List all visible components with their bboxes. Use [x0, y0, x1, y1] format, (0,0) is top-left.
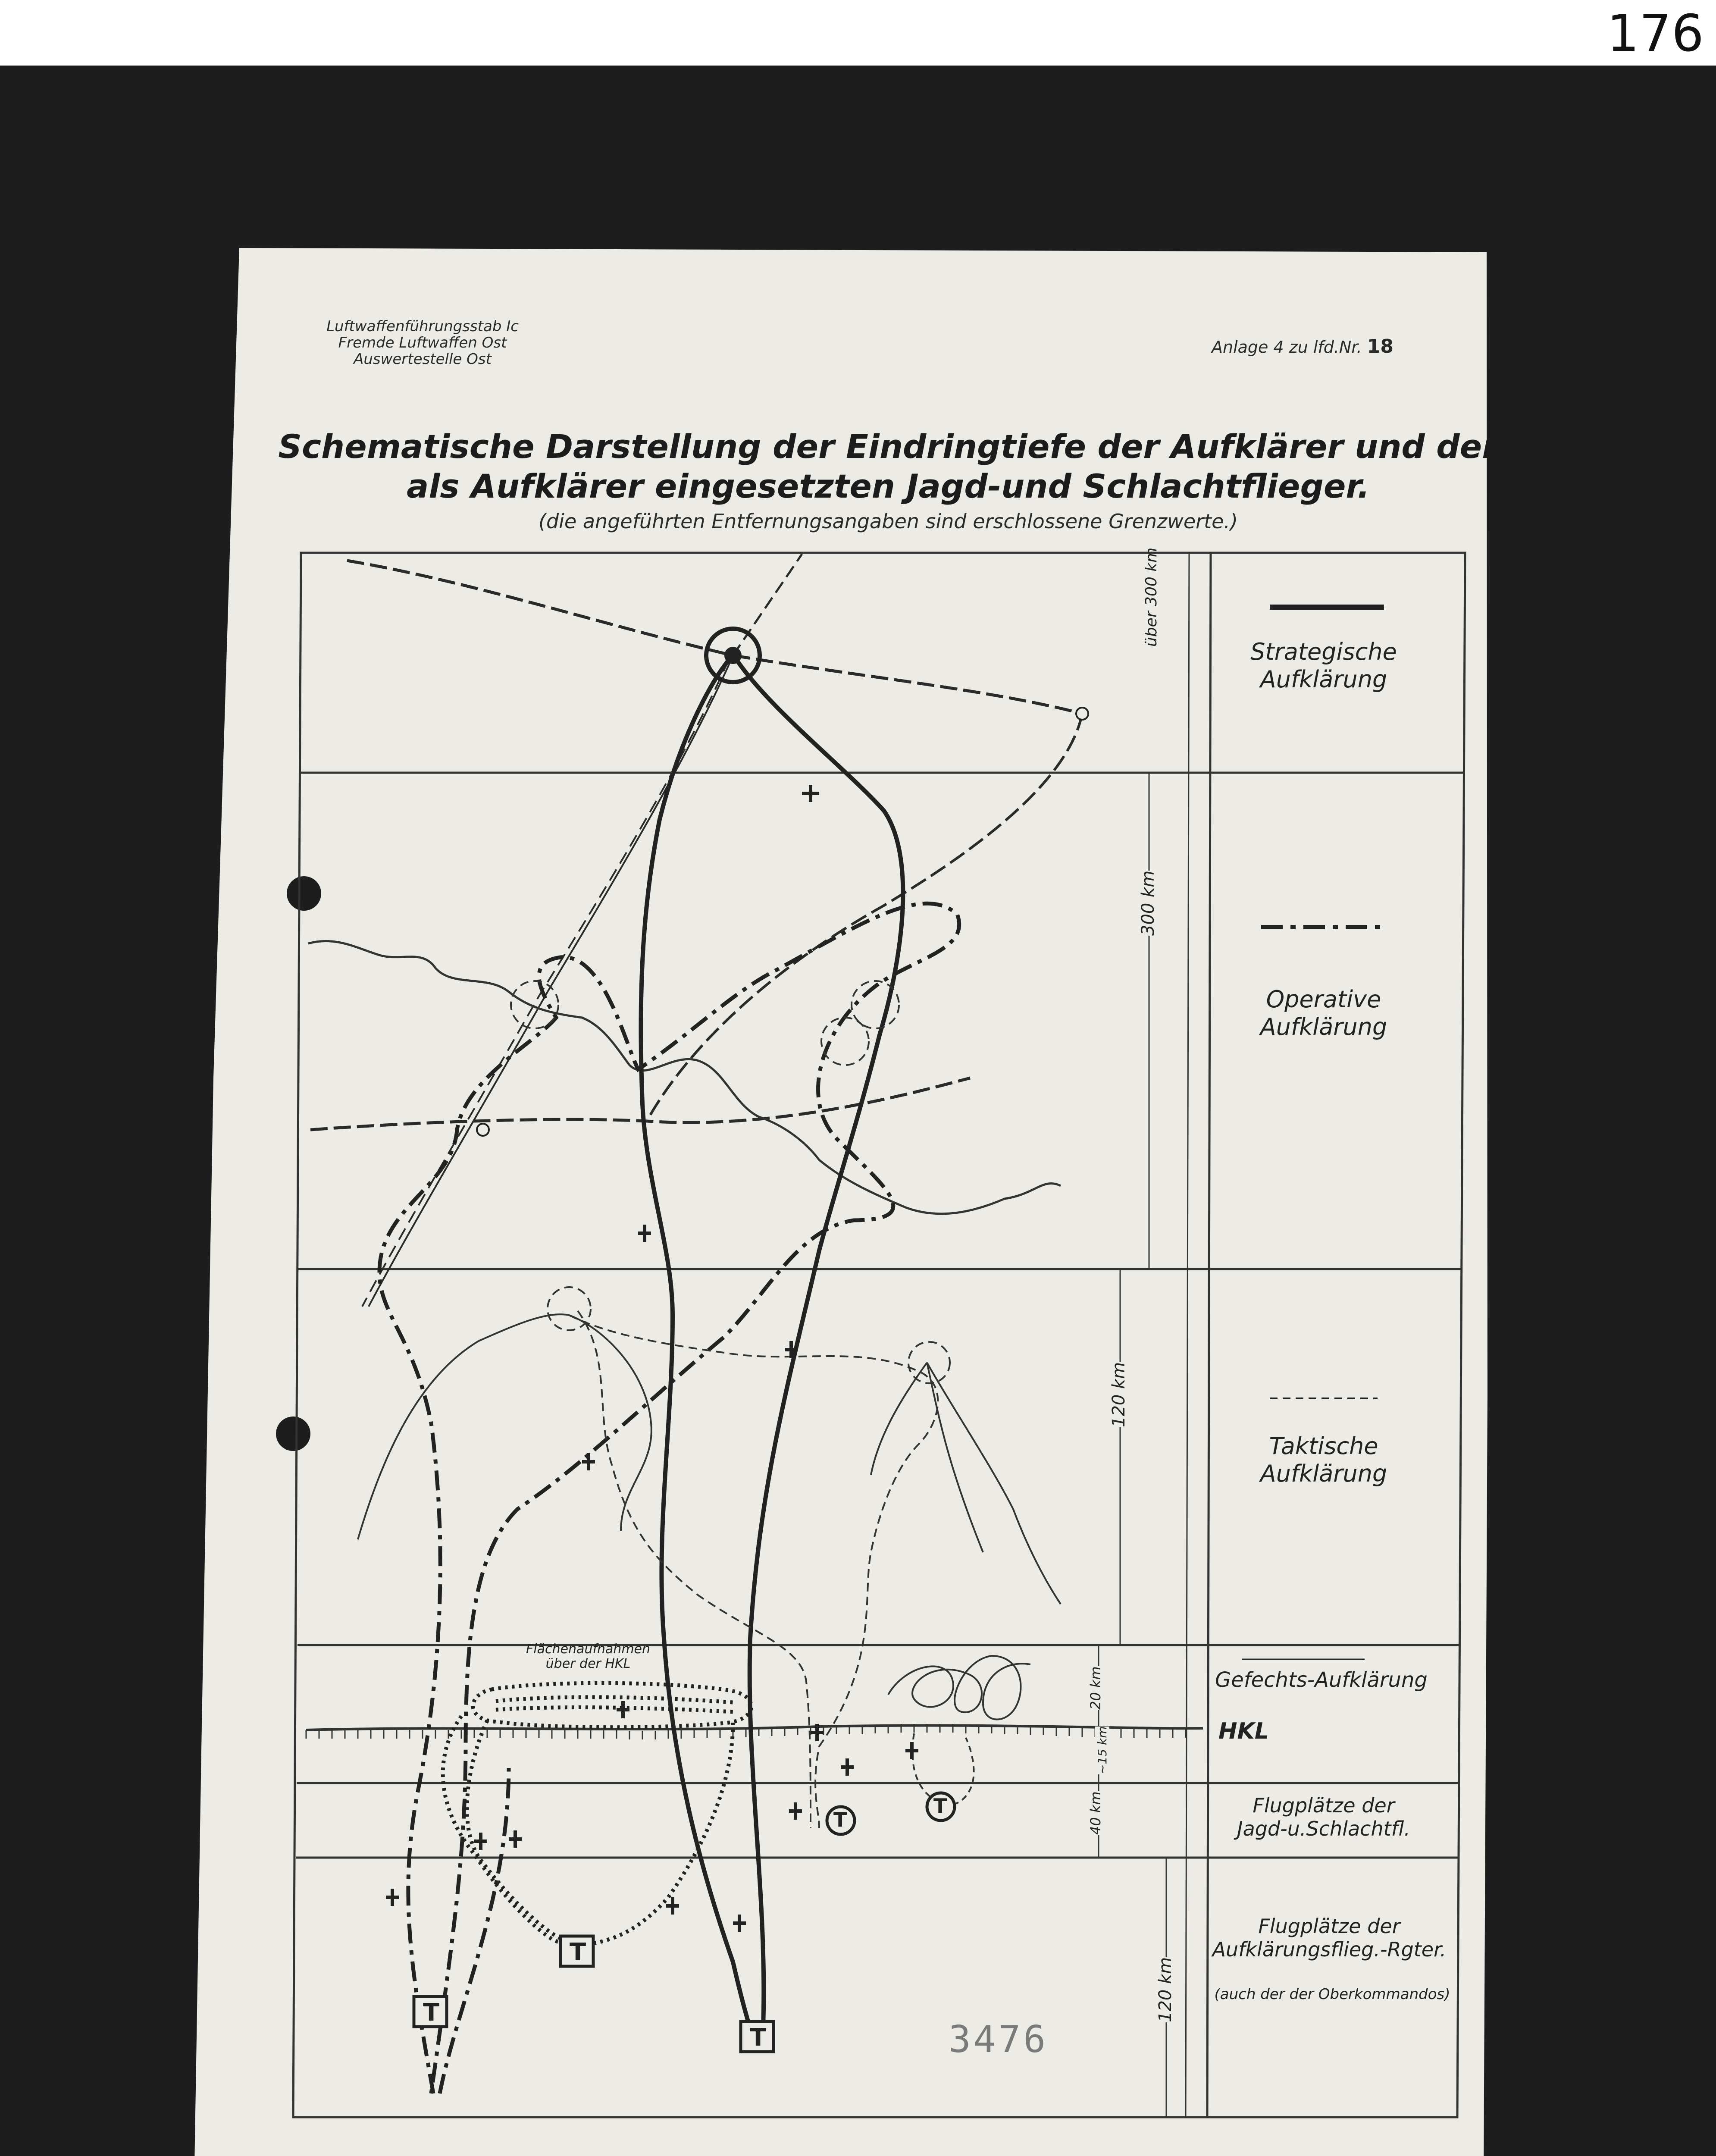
annex-reference	[1212, 335, 1393, 357]
org-block	[302, 318, 543, 367]
page-number: 176	[1606, 3, 1704, 63]
org-line-2: Fremde Luftwaffen Ost	[338, 334, 507, 351]
recon-airfield-3-label: T	[750, 2024, 767, 2052]
area-photos-line1: Flächenaufnahmen	[526, 1642, 651, 1657]
title-line-1: Schematische Darstellung der Eindringtiefe der Aufklärer und der	[278, 427, 1498, 466]
distance-20: 20 km	[1087, 1666, 1104, 1710]
legend-fighter-fields	[1220, 1794, 1427, 1840]
distance-120b: 120 km	[1155, 1957, 1175, 2022]
document-title	[241, 427, 1535, 506]
legend-operative	[1229, 986, 1419, 1041]
area-photos-note	[526, 1642, 650, 1671]
distance-40: 40 km	[1087, 1791, 1104, 1835]
legend-fighter-fields-line1: Flugplätze der	[1253, 1794, 1395, 1817]
punch-hole-top	[287, 876, 321, 911]
punch-hole-bottom	[276, 1416, 310, 1451]
legend-tactical-line1: Taktische	[1269, 1432, 1378, 1460]
legend-recon-fields	[1211, 1915, 1448, 1961]
fighter-airfield-1-label: T	[833, 1808, 847, 1831]
paper	[193, 248, 1487, 2156]
org-line-3: Auswertestelle Ost	[354, 351, 492, 368]
legend-recon-fields-line2: Aufklärungsflieg.-Rgter.	[1212, 1938, 1447, 1961]
legend-hkl: HKL	[1218, 1718, 1269, 1744]
distance-300: 300 km	[1138, 870, 1158, 936]
legend-fighter-fields-line2: Jagd-u.Schlachtfl.	[1237, 1817, 1410, 1840]
fighter-airfield-2-label: T	[933, 1794, 947, 1818]
legend-operative-line1: Operative	[1266, 986, 1381, 1013]
legend-strategic-line2: Aufklärung	[1260, 666, 1387, 693]
legend-combat: Gefechts-Aufklärung	[1215, 1668, 1428, 1692]
distance-over-300: über 300 km	[1143, 547, 1160, 647]
annex-number: 18	[1367, 335, 1393, 357]
annex-label: Anlage 4 zu lfd.Nr.	[1212, 338, 1362, 357]
legend-recon-fields-note: (auch der der Oberkommandos)	[1214, 1986, 1450, 2003]
area-photos-line2: über der HKL	[545, 1656, 631, 1671]
legend-strategic	[1229, 638, 1419, 693]
document-subtitle: (die angeführten Entfernungsangaben sind erschlossene Grenzwerte.)	[539, 510, 1238, 533]
legend-tactical-line2: Aufklärung	[1260, 1460, 1387, 1487]
distance-15: ~15 km	[1095, 1726, 1109, 1774]
distance-120: 120 km	[1109, 1362, 1129, 1427]
org-line-1: Luftwaffenführungsstab Ic	[326, 318, 519, 335]
legend-tactical	[1229, 1432, 1419, 1488]
title-line-2: als Aufklärer eingesetzten Jagd-und Schlachtflieger.	[407, 467, 1370, 505]
legend-strategic-line1: Strategische	[1250, 638, 1397, 665]
recon-airfield-1-label: T	[570, 1938, 586, 1966]
recon-airfield-2-label: T	[423, 1999, 440, 2027]
legend-recon-fields-line1: Flugplätze der	[1258, 1915, 1400, 1938]
legend-operative-line2: Aufklärung	[1260, 1013, 1387, 1040]
archive-stamp: 3476	[949, 2018, 1049, 2061]
